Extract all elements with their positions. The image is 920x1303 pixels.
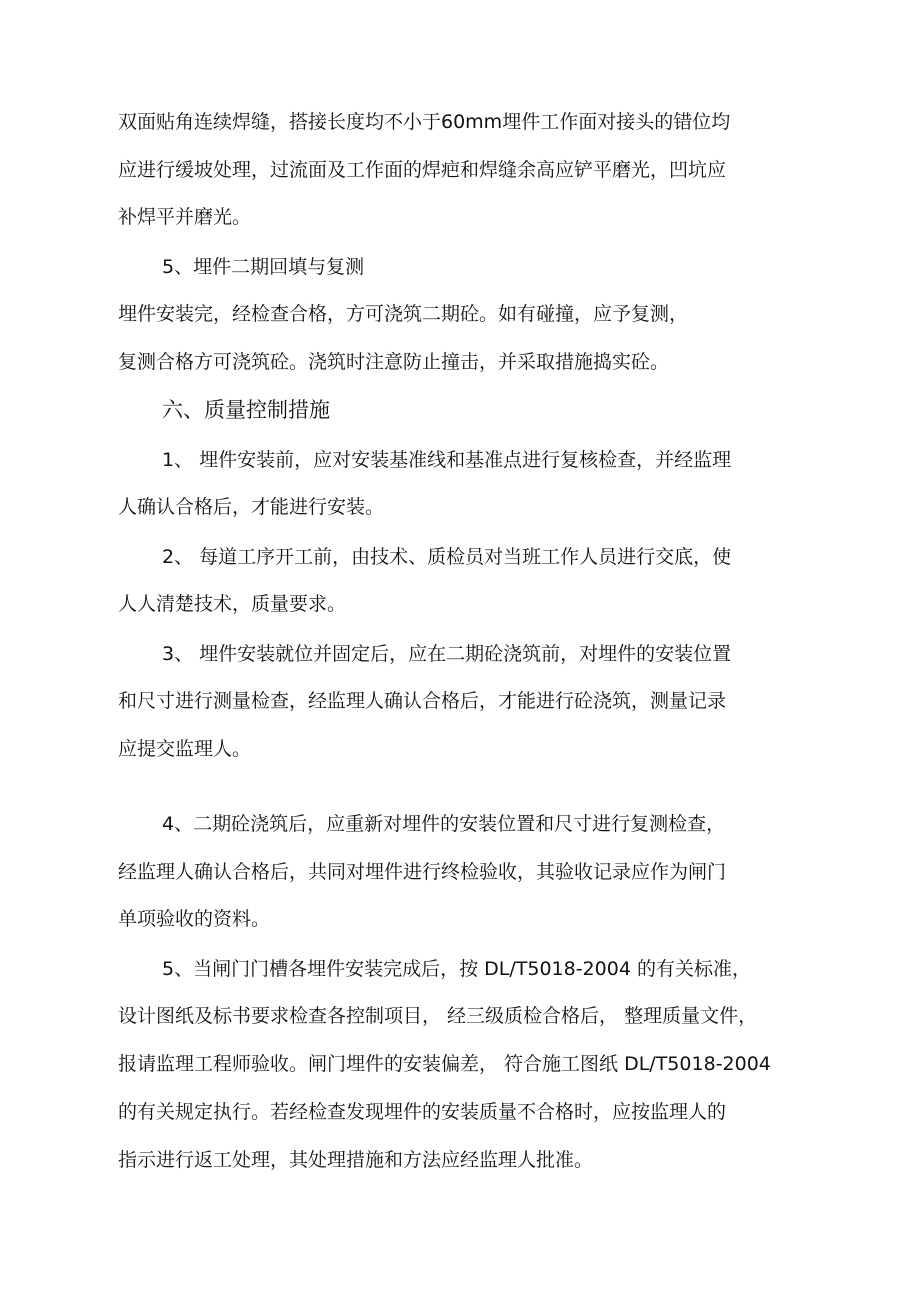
paragraph-line: 2、 每道工序开工前，由技术、质检员对当班工作人员进行交底，使 [162,546,732,568]
paragraph-line: 埋件安装完，经检查合格，方可浇筑二期砼。如有碰撞，应予复测， [118,303,689,325]
paragraph-line: 3、 埋件安装就位并固定后，应在二期砼浇筑前，对埋件的安装位置 [162,643,732,665]
paragraph-line: 应进行缓坡处理，过流面及工作面的焊疤和焊缝余高应铲平磨光，凹坑应 [118,159,727,181]
paragraph-line: 经监理人确认合格后，共同对埋件进行终检验收，其验收记录应作为闸门 [118,861,727,883]
paragraph-line: 应提交监理人。 [118,738,252,760]
paragraph-line: 的有关规定执行。若经检查发现埋件的安装质量不合格时，应按监理人的 [118,1101,727,1123]
paragraph-line: 设计图纸及标书要求检查各控制项目， 经三级质检合格后， 整理质量文件， [118,1005,758,1027]
paragraph-line: 单项验收的资料。 [118,908,271,930]
paragraph-line: 人人清楚技术，质量要求。 [118,593,347,615]
paragraph-line: 指示进行返工处理，其处理措施和方法应经监理人批准。 [118,1149,594,1171]
section-heading: 六、质量控制措施 [162,398,330,422]
subsection-heading: 5、埋件二期回填与复测 [162,256,365,278]
paragraph-line: 复测合格方可浇筑砼。浇筑时注意防止撞击，并采取措施捣实砼。 [118,351,670,373]
paragraph-line: 5、当闸门门槽各埋件安装完成后，按 DL/T5018-2004 的有关标准， [162,958,751,980]
paragraph-line: 补焊平并磨光。 [118,206,252,228]
paragraph-line: 和尺寸进行测量检查，经监理人确认合格后，才能进行砼浇筑，测量记录 [118,690,727,712]
paragraph-line: 报请监理工程师验收。闸门埋件的安装偏差， 符合施工图纸 DL/T5018-2004 [118,1053,771,1075]
paragraph-line: 双面贴角连续焊缝，搭接长度均不小于60mm埋件工作面对接头的错位均 [118,111,731,133]
paragraph-line: 人确认合格后，才能进行安装。 [118,496,385,518]
paragraph-line: 4、二期砼浇筑后，应重新对埋件的安装位置和尺寸进行复测检查， [162,813,726,835]
paragraph-line: 1、 埋件安装前，应对安装基准线和基准点进行复核检查，并经监理 [162,449,732,471]
